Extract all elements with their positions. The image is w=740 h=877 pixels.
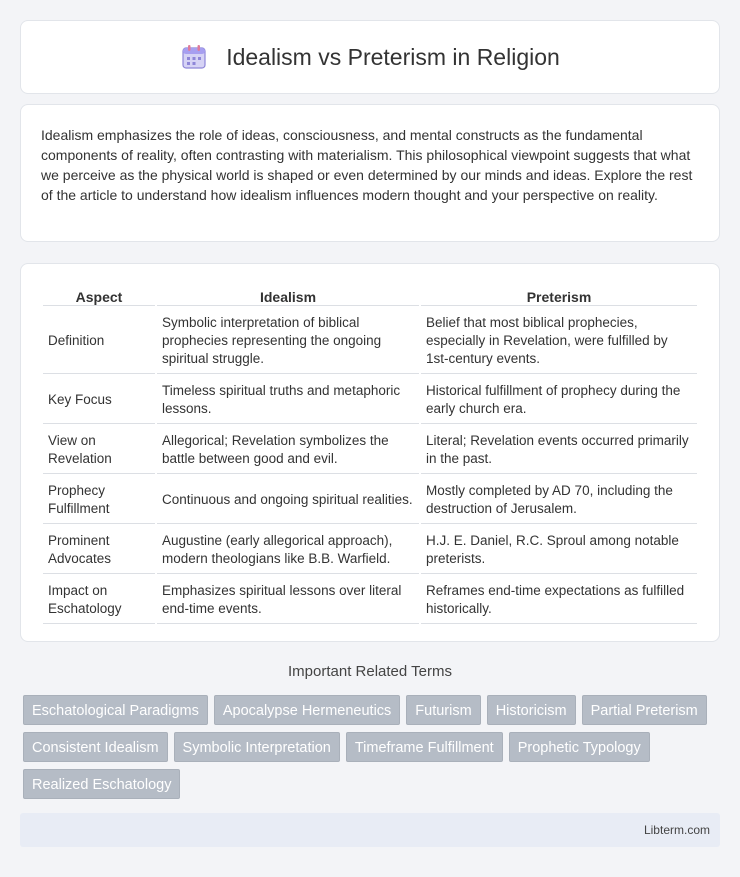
- comparison-card: [20, 263, 720, 642]
- tag-historicism[interactable]: Historicism: [487, 695, 576, 725]
- tag-realized-eschatology[interactable]: Realized Eschatology: [23, 769, 180, 799]
- preterism-cell: Literal; Revelation events occurred primarily in the past.: [421, 426, 697, 474]
- tag-partial-preterism[interactable]: Partial Preterism: [582, 695, 707, 725]
- related-terms-title: Important Related Terms: [288, 663, 452, 680]
- header-preterism: Preterism: [421, 288, 697, 306]
- table-row: [43, 376, 697, 424]
- intro-text: Idealism emphasizes the role of ideas, consciousness, and mental constructs as the fundamental components of reality, often contrasting with materialism. This philosophical viewpoint suggests that what we perceive as the physical world is shaped or even determined by our minds and ideas. Explore the rest of the article to understand how idealism influences modern thought and your perspective on reality.: [41, 127, 693, 203]
- tag-prophetic-typology[interactable]: Prophetic Typology: [509, 732, 650, 762]
- table-header-row: [43, 288, 697, 306]
- tag-futurism[interactable]: Futurism: [406, 695, 480, 725]
- table-row: [43, 308, 697, 374]
- preterism-cell: Belief that most biblical prophecies, especially in Revelation, were fulfilled by 1st-century events.: [421, 308, 697, 374]
- intro-card: [20, 104, 720, 242]
- aspect-cell: View on Revelation: [43, 426, 155, 474]
- header-aspect: Aspect: [43, 288, 155, 306]
- table-row: [43, 576, 697, 624]
- tag-eschatological-paradigms[interactable]: Eschatological Paradigms: [23, 695, 208, 725]
- header: [180, 43, 560, 71]
- tag-symbolic-interpretation[interactable]: Symbolic Interpretation: [174, 732, 340, 762]
- preterism-cell: Reframes end-time expectations as fulfilled historically.: [421, 576, 697, 624]
- comparison-table: [41, 286, 699, 626]
- preterism-cell: H.J. E. Daniel, R.C. Sproul among notable preterists.: [421, 526, 697, 574]
- page-title: Idealism vs Preterism in Religion: [226, 43, 560, 70]
- idealism-cell: Allegorical; Revelation symbolizes the battle between good and evil.: [157, 426, 419, 474]
- aspect-cell: Definition: [43, 308, 155, 374]
- aspect-cell: Impact on Eschatology: [43, 576, 155, 624]
- table-row: [43, 526, 697, 574]
- idealism-cell: Continuous and ongoing spiritual realities.: [157, 476, 419, 524]
- idealism-cell: Symbolic interpretation of biblical prophecies representing the ongoing spiritual struggle.: [157, 308, 419, 374]
- idealism-cell: Timeless spiritual truths and metaphoric lessons.: [157, 376, 419, 424]
- aspect-cell: Key Focus: [43, 376, 155, 424]
- footer: [20, 813, 720, 847]
- footer-site-link[interactable]: Libterm.com: [643, 823, 710, 837]
- tag-apocalypse-hermeneutics[interactable]: Apocalypse Hermeneutics: [214, 695, 400, 725]
- tag-consistent-idealism[interactable]: Consistent Idealism: [23, 732, 168, 762]
- preterism-cell: Historical fulfillment of prophecy during the early church era.: [421, 376, 697, 424]
- header-card: [20, 20, 720, 94]
- idealism-cell: Emphasizes spiritual lessons over literal end-time events.: [157, 576, 419, 624]
- preterism-cell: Mostly completed by AD 70, including the destruction of Jerusalem.: [421, 476, 697, 524]
- table-row: [43, 426, 697, 474]
- table-row: [43, 476, 697, 524]
- header-idealism: Idealism: [157, 288, 419, 306]
- idealism-cell: Augustine (early allegorical approach), modern theologians like B.B. Warfield.: [157, 526, 419, 574]
- tag-timeframe-fulfillment[interactable]: Timeframe Fulfillment: [346, 732, 503, 762]
- calendar-icon: [180, 43, 208, 71]
- aspect-cell: Prophecy Fulfillment: [43, 476, 155, 524]
- aspect-cell: Prominent Advocates: [43, 526, 155, 574]
- related-terms-list: [23, 695, 723, 799]
